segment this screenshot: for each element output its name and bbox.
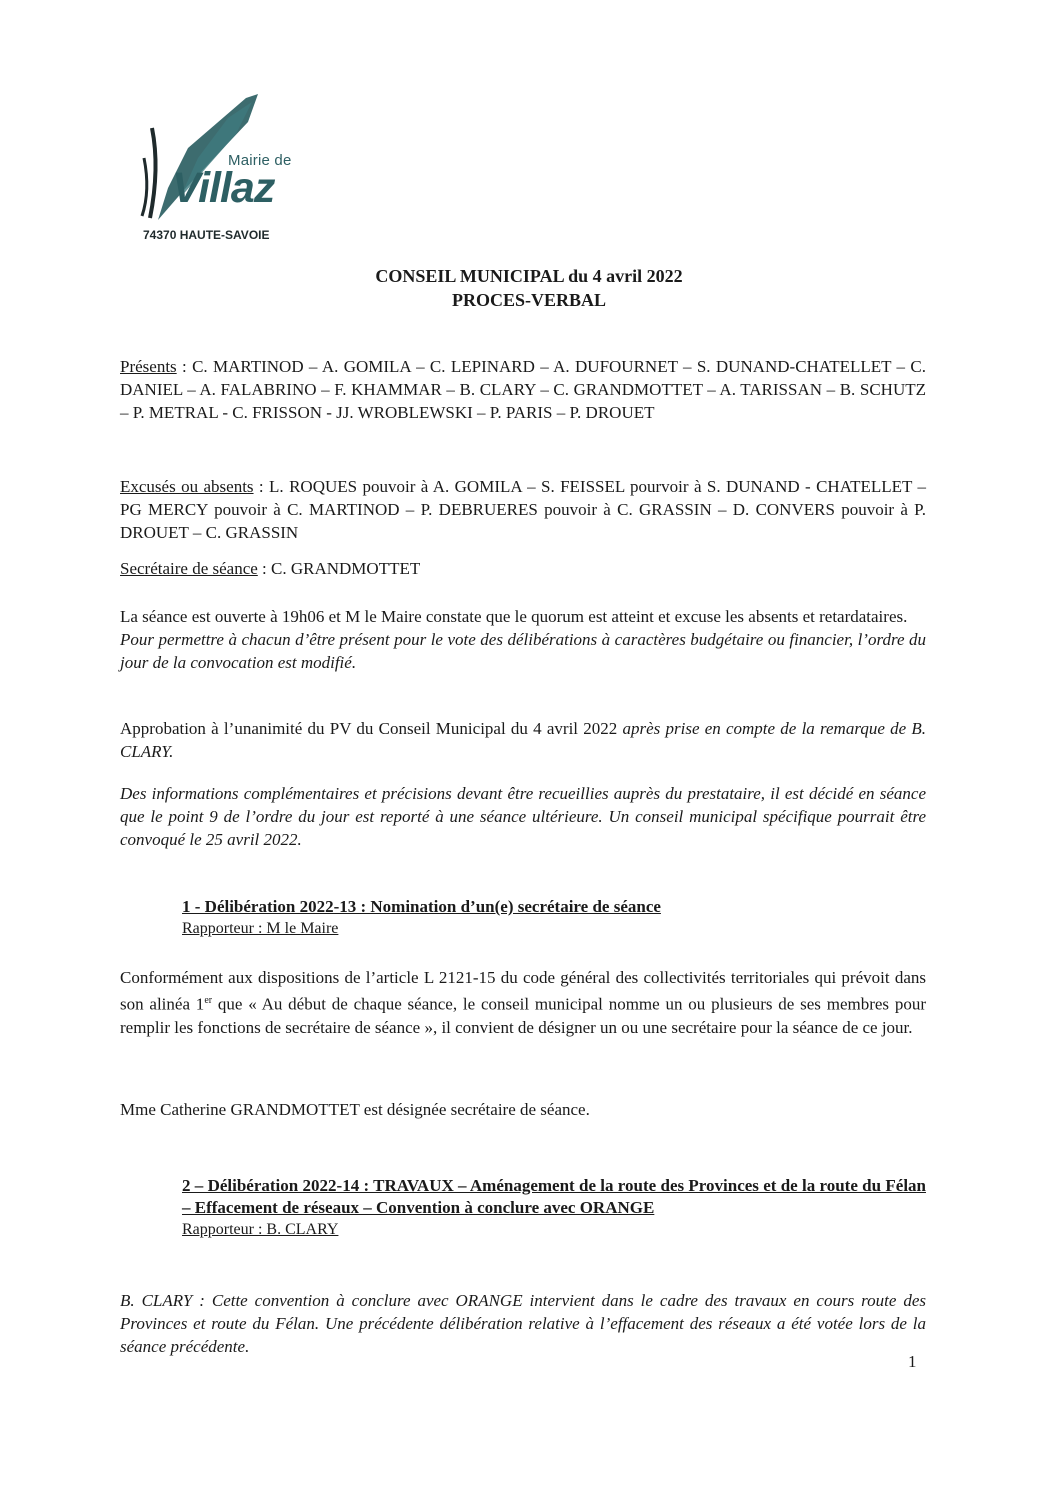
- secretaire-text: : C. GRANDMOTTET: [257, 559, 421, 578]
- approbation-text: Approbation à l’unanimité du PV du Conseil Municipal du 4 avril 2022: [120, 719, 623, 738]
- document-subtitle: PROCES-VERBAL: [451, 290, 607, 310]
- page-number: 1: [908, 1352, 917, 1371]
- section-1-body: [120, 966, 926, 1039]
- section-2-title: 2 – Délibération 2022-14 : TRAVAUX – Aménagement de la route des Provinces et de la route du Félan – Effacement de réseaux – Convention à conclure avec ORANGE: [182, 1176, 926, 1217]
- logo-mairie-text: Mairie de: [228, 152, 292, 169]
- approbation-paragraph: [120, 717, 926, 763]
- section-2-body: B. CLARY : Cette convention à conclure avec ORANGE intervient dans le cadre des travaux en cours route des Provinces et route du Félan. Une précédente délibération relative à l’effacement des réseaux a été votée lors de la séance précédente.: [120, 1291, 926, 1356]
- secretaire-paragraph: [120, 557, 926, 580]
- excuses-text: : L. ROQUES pouvoir à A. GOMILA – S. FEISSEL pourvoir à S. DUNAND - CHATELLET – PG MERCY pouvoir à C. MARTINOD – P. DEBRUERES pouvoir à C. GRASSIN – D. CONVERS pouvoir à P. DROUET – C. GRASSIN: [120, 477, 926, 542]
- presents-label: Présents: [120, 357, 177, 376]
- excuses-label: Excusés ou absents: [120, 477, 254, 496]
- section-1-title: 1 - Délibération 2022-13 : Nomination d’un(e) secrétaire de séance: [182, 897, 661, 916]
- mairie-logo: [128, 88, 318, 248]
- section-2-heading: [182, 1175, 926, 1241]
- document-title: CONSEIL MUNICIPAL du 4 avril 2022: [375, 266, 683, 286]
- secretaire-label: Secrétaire de séance: [120, 559, 258, 578]
- section-1-body-sup: er: [204, 995, 213, 1006]
- logo-villaz-text: Villaz: [172, 164, 275, 212]
- section-1-body-b: que « Au début de chaque séance, le conseil municipal nomme un ou plusieurs de ses membres pour remplir les fonctions de secrétaire de séance », il convient de désigner un ou une secrétaire pour la séance de ce jour.: [120, 994, 926, 1037]
- section-1-designation: Mme Catherine GRANDMOTTET est désignée secrétaire de séance.: [120, 1100, 590, 1119]
- section-1-heading: [182, 896, 926, 940]
- ouverture-italic: Pour permettre à chacun d’être présent pour le vote des délibérations à caractères budgétaire ou financier, l’ordre du jour de la convocation est modifié.: [120, 630, 926, 672]
- approbation-italic: après prise en compte de la remarque de B. CLARY.: [120, 719, 927, 761]
- excuses-paragraph: [120, 475, 926, 544]
- ouverture-text: La séance est ouverte à 19h06 et M le Maire constate que le quorum est atteint et excuse les absents et retardataires.: [120, 607, 908, 626]
- section-2-rapporteur: Rapporteur : B. CLARY: [182, 1221, 339, 1238]
- presents-text: : C. MARTINOD – A. GOMILA – C. LEPINARD – A. DUFOURNET – S. DUNAND-CHATELLET – C. DANIEL – A. FALABRINO – F. KHAMMAR – B. CLARY – C. GRANDMOTTET – A. TARISSAN – B. SCHUTZ – P. METRAL - C. FRISSON - JJ. WROBLEWSKI – P. PARIS – P. DROUET: [120, 357, 926, 422]
- section-1-body-a: Conformément aux dispositions de l’article L 2121-15 du code général des collectivités territoriales qui prévoit dans son alinéa 1: [120, 968, 926, 1014]
- section-1-rapporteur: Rapporteur : M le Maire: [182, 920, 339, 937]
- ouverture-paragraph: [120, 605, 926, 674]
- presents-paragraph: [120, 355, 926, 424]
- logo-dept-text: 74370 HAUTE-SAVOIE: [143, 228, 270, 242]
- informations-paragraph: Des informations complémentaires et précisions devant être recueillies auprès du prestataire, il est décidé en séance que le point 9 de l’ordre du jour est reporté à une séance ultérieure. Un conseil municipal spécifique pourrait être convoqué le 25 avril 2022.: [120, 784, 926, 849]
